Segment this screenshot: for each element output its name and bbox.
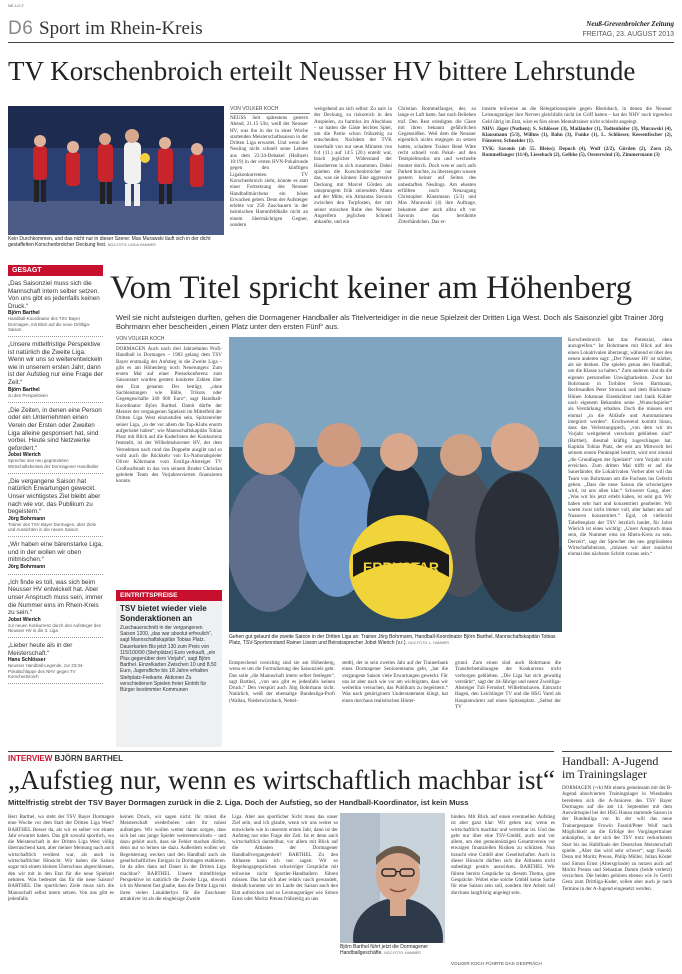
section-code: D6 — [8, 18, 34, 39]
kicker-label: INTERVIEW — [8, 754, 53, 763]
article-2-below-col-2: stedt), der in sein zweites Jahr auf der Trainerbank eines Dormagener Seniorenteams geht, „hat die vergangene Saison viele Erwartungen geweckt. Für uns ist aber nach wie vor am wichtigsten, dass wir weiterhin versuchen, das Publikum zu begeistern.“ Was nach geköriginem Understatement klingt, hat einen durchaus realistischen Hinter- — [342, 660, 448, 704]
header-date: FREITAG, 23. AUGUST 2013 — [582, 31, 674, 38]
article-4-text: DORMAGEN (-vk) Mit einem gemeinsam mit der B-Jugend absolvierten Trainingslager in Wiesbaden bereiteten sich die A-Junioren des TSV Bayer Dormagen auf die am 14. September mit dem Auswärtsspiel bei der HSG Hanau startende Saison in der Bundesliga vor. In der will das neue Trainergespann Frowin Fasold/Peter Wolf nach Möglichkeit an die Erfolge der Vorgängertrainer anknüpfen, in der sich der TSV trotz verkorkstem Start bis ins Halbfinale der Deutschen Meisterschaft spielte. „Aber das wird sehr schwer“, sagt Fasold. Denn mit Moritz Preuss, Philip Müller, Julian Köster und Simon Ernst (Altersgründe) zu nutzen auch auf Moritz Preuss und Sebastian Damm (beide verletzt) verzichten. Die beiden gehören ebenso wie Jo Gerrit Genz zum Drittliga-Kader, sollen aber auch je nach Termine in der A-Jugend eingesetzt werden. — [562, 785, 672, 892]
info-box-eintrittspreise — [116, 590, 222, 747]
quote-context: Handball-Koordinator des TSV Bayer Dormagen, mit Blick auf die neue Drittliga-Saison — [8, 316, 91, 332]
article-3-col-3: Liga. Aber aus sportlicher Sicht muss das unser Ziel sein, und ich glaube, wenn wir uns weiter so entwickeln wie in unserem ersten Jahr, dann ist der Aufstieg nur eine Frage der Zeit. Ist er denn auch wirtschaftlich darstellbar, vor allem mit Blick auf die Altlasten der Dormagener Handballvergangenheit? BARTHEL Zu den Altlasten kann ich nur sagen: Wir so Regelungsgesprächen schwieriger Gespräche mit teilweise nicht Sportler-Handballern führen müssen. Das hat sich aber relativ rasch gewandelt, deshalb konnten wir im Laufe der Saison auch den Etat aufstocken und so Leistungsträger wie Simon Ernst oder Moritz Preuss frühzeitig an uns — [232, 814, 338, 902]
page-header — [8, 16, 674, 43]
photo-caption-3 — [340, 944, 445, 956]
article-1-col-1: NEUSS Seit spätestens gestern Abend, 21.15 Uhr, weiß der Neusser HV, was ihn in der in einer Woche startenden Meisterschaftssaison in der Dritten Liga erwartet. Und wenn der Neuling nicht schnell seine Lehren aus dem 23:34-Debakel (Halbzeit 10:19) in der ersten HVN-Pokalrunde gegen den künftigen Ligakonkurrenten TV Korschenbroich zieht, könnte es statt einer Fortsetzung des Neusser Handballmärchens ein böses Erwachen geben. Denn der Aufsteiger erlebte vor 250 Zuschauern in der heimischen Hammfeldhalle nicht an einem übermächtigen Gegner, sondern — [230, 115, 308, 229]
interview-credit: VOLKER KOCH FÜHRTE DAS GESPRÄCH — [451, 961, 542, 966]
photo-team — [229, 337, 562, 632]
quote-author: Jobst Wierich — [8, 616, 41, 623]
info-box-subtitle: TSV bietet wieder viele Sonderaktionen an — [120, 604, 207, 623]
quote-context: Sprecher des neu gegründeten Wirtschaftsbeirats der Dormagener Handballer — [8, 458, 99, 469]
headline-article-1: TV Korschenbroich erteilt Neusser HV bittere Lehrstunde — [8, 56, 636, 86]
divider-article-3 — [8, 751, 554, 752]
gesagt-quote-item — [8, 280, 103, 337]
gesagt-quote-item — [8, 541, 103, 575]
info-box-title: EINTRITTSPREISE — [116, 590, 222, 601]
article-3-col-2: keinen Druck, wir sagen nicht: Ihr müsst die Meisterschaft wiederholen oder ihr müsst aufsteigen. Wir wollen weiter daran sorgen, dass sich bei uns junge Spieler weiterentwickeln – und dazu gehört auch, dass sie Fehler machen dürfen, denn nur so lernen sie dazu. Außerdem wollen wir Begeisterung wecken und den Handball auch als gesellschaftliches Ereignis in Dormagen etablieren. Ist da alles dann auf Dauer in der Dritten Liga machbar? BARTHEL Unsere mittelfristige Perspektive ist natürlich die Zweite Liga, obwohl ich im Moment fast glaube, dass die Dritte Liga mit ihren vielen Lokalderbys für die Zuschauer attraktiver ist als die eingleisige Zweite — [120, 814, 226, 902]
gesagt-title: GESAGT — [8, 265, 103, 276]
results-nhv: NHV: Jäger (Nothen); S. Schlösser (3), Mailänder (1), Todtenhöfer (3), Murawski (4), Klausmann (5/3), Willms (1), Bahn (3), Funke (1), L. Schlösser, Keesenfischer (2), Fünserer, Schneider (1). — [482, 125, 672, 145]
gesagt-quote-item — [8, 407, 103, 474]
gesagt-quote-item — [8, 478, 103, 537]
article-3-col-4: binden. Mit Blick auf einen eventuellen Aufstieg ist aber ganz klar: Wir gehen nur, wenn es wirtschaftlich machbar und vertretbar ist. Und das geht nur über eine TSV-GmbH, auch und vor allem, um den gemeinnützigen Gesamtverein vor etwaigen finanziellen Risiken zu schützen. Nun braucht eine GmbH aber Gesellschafter. Auch in dieser Hinsicht dürften sich die Altlasten nicht unbedingt positiv auswirken. BARTHEL Wir führen bereits Gespräche zu diesem Thema, gute Gespräche. Wobei eine solche GmbH keine Sache für eine Saison sein soll, sondern ihre Arbeit soll durchaus langfristig angelegt sein. — [451, 814, 555, 896]
quote-author: Jörg Bohrmann — [8, 563, 46, 570]
byline-article-2: VON VOLKER KOCH — [116, 336, 220, 344]
section-title: Sport im Rhein-Kreis — [39, 18, 203, 39]
gesagt-quote-item — [8, 579, 103, 638]
article-1-col-4-text: innerte teilweise an die Relegationsspiele gegen Rheinbach, in denen die Neusser Leistungsträger ihre Nerven gleichfalls nicht im Griff hatten – hat der NHV noch irgendwo Geld übrig im Etat, wäre es fürs einen Mentaltrainer nicht schlecht angelegt. — [482, 106, 672, 125]
kicker-name: BJÖRN BARTHEL — [54, 754, 123, 763]
subhead-article-3: Mittelfristig strebt der TSV Bayer Dormagen zurück in die 2. Liga. Doch der Aufstieg, so der Handball-Koordinator, ist kein Muss — [8, 798, 469, 807]
article-1-col-2: weitgehend an sich selbst: Zu naiv in der Deckung, zu riskoreich in den Anspielen, zu harmlos im Abschluss – so hatten die Gäste leichtes Spiel, um die Partie schon frühzeitig zu entscheiden. Nachdem der TVK innerhalb von nur neun Minuten von 6:4 (11.) auf 14:5 (20.) enteilt war, brach jeglicher Widerstand der Hausherren in sich zusammen. Dabei spielten die Korschenbroicher nur das, was sie können: Eine aggressive Deckung mit Marcel Görden als umsprungem früh störendem Mann auf der Mitte, ein Almantas Savonis zwischen den Torpfosten, der mit seiner stoischen Ruhe den Neusser Angreifern jeglichen Schneid abkaufte, und ein — [314, 106, 392, 226]
subhead-article-2: Weil sie nicht aufsteigen durften, gehen die Dormagener Handballer als Titelverteidiger in die neue Spielzeit der Dritten Liga West. Doch als Saisonziel gibt Trainer Jörg Bohrmann eher bescheiden „einen Platz unter den ersten Fünf“ aus. — [116, 313, 664, 332]
quote-text: „Das Saisonziel muss sich die Mannschaft intern selber setzen. Von uns gibt es jedenfalls keinen Druck.“ — [8, 280, 100, 310]
page-id: NE-LO-F — [8, 3, 24, 8]
quote-text: „Lieber heute als in der Meisterschaft.“ — [8, 642, 73, 657]
caption-text: Kein Durchkommen, und das nicht nur in dieser Szene: Max Murawski läuft sich in der dicht gestaffelten Korschenbroicher Deckung fest. — [8, 236, 211, 248]
article-3-col-1: Herr Barthel, wo steht der TSV Bayer Dormagen eine Woche vor dem Start der Dritten Liga West? BARTHEL Besser da, als wir es selber vor einem Jahr erwartet haben. Das gilt sowohl sportlich, wo die Meisterschaft in der Dritten Liga West völlig überraschend kam, aber meiner Meinung nach auch wirtschaftlich verdient war, als auch in wirtschaftlicher Hinsicht. Wir haben die Saison sogar mit einem kleinen Überschuss abgeschlossen, den wir mit in den Etat für die neue Spielzeit nehmen. Was bedeutet das für die neue Saison? BARTHEL Die sportlichen Ziele muss sich die Mannschaft selbst intern setzen. Von uns gibt es jedenfalls — [8, 814, 114, 902]
gesagt-quote-item — [8, 642, 103, 684]
headline-article-2: Vom Titel spricht keiner am Höhenberg — [110, 270, 633, 306]
info-box-text: Zuschauerschnitt in der vergangenen Saison 1200, „das war absolut erfreulich“, sagt Mannschaftskapitän Tobias Platz. Dauerkarten Bis jetzt 130 zum Preis von 115/100/90 (Stehplätze) Euro verkauft, „ein Plus gegenüber dem Vorjahr“, sagt Björn Barthel. Einzelkarten Zwischen 10 und 8,50 Euro, Jugendliche bis 18 Jahre erhalten Stehplatz-Freikarte. Aktionen Zu verschiedenen Spielen freier Eintritt für Bürger bestimmter Kommunen — [120, 625, 217, 694]
quote-text: „Die vergangene Saison hat natürlich Erwartungen geweckt. Unser wichtigstes Ziel bleibt aber nach wie vor, das Publikum zu begeistern.“ — [8, 477, 101, 516]
article-2-below-col-3: grund. Zum einen sind auch Bohrmann die Transferbemühungen der Konkurrenz nicht verborgen geblieben. „Die Liga hat sich gewaltig verstärkt“, sagt der 44-Jährige und nennt Zweitliga-Absteiger TuS Ferndorf, Wilhelmshaven, Eintracht Hagen, den Leichlinger TV und die HSG Varel als Hauptanwärter auf einen Spitzenplatz. „Selbst der TV — [455, 660, 561, 711]
gesagt-quote-item — [8, 341, 103, 403]
caption-text: Björn Barthel führt jetzt die Dormagener Handballgeschäfte. — [340, 944, 429, 956]
photo-caption-2 — [229, 634, 562, 646]
photo-credit: NGZ-FOTO: LINDA HAMMER — [107, 243, 156, 247]
article-2-col-1: DORMAGEN Auch nach drei Jahrzehnten Profi-Handball in Dormagen – 1983 gelang dem TSV Bayer erstmalig der Aufstieg in die Zweite Liga – gibt es am Höhenberg noch Neuerungen: Zum ersten Mal auf einer Pressekonferenz zum Saisonstart wurden gestern konkrete Zahlen über den Etat genannt. Der beträgt, „ohne Sachleistungen wie Bälle, Trikots oder Gegengeschäfte 340 000 Euro“, sagt Handball-Koordinator Björn Barthel. Damit dürfte der Meister der vergangenen Spielzeit im Mittelfeld der Dritten Liga West einzustufen sein. Spitzenreiter seiner Liga, „in der vor allem die Top-Klubs enorm aufgerüstet haben“, wie Mannschaftskapitän Tobias Platz mit Blick auf die Kaderlisten der Konkurrenz feststellt, ist der Wilhelmshavener HV, der dem Vernehmen nach rund das Doppelte ausgibt und so wohl auch die Rückkehr von Ex-Nationalspieler Oliver Köhrmann vom Erstliga-Absteiger TV Großwallstadt in das von seinem Bruder Christian geleitete Team des Vorjahresvierten finanzieren konnte. — [116, 346, 222, 485]
quote-context: zur neuen Konkurrenz durch den Aufsteiger des Neusser HV in die 3. Liga — [8, 622, 101, 634]
headline-article-3: „Aufstieg nur, wenn es wirtschaftlich machbar ist“ — [8, 765, 555, 795]
quote-context: zu den Perspektiven — [8, 392, 48, 398]
article-1-col-4 — [482, 106, 672, 265]
quote-author: Jörg Bohrmann — [8, 515, 46, 522]
kicker-article-3 — [8, 754, 123, 763]
quote-context: Trainer des TSV Bayer Dormagen, über Ziele und Aussichten in der neuen Saison — [8, 521, 97, 532]
photo-handball-scene — [8, 106, 224, 235]
quote-text: „Wir haben eine bärenstarke Liga, und in der wollen wir oben mitmischen.“ — [8, 541, 103, 564]
byline-article-1: VON VOLKER KOCH — [230, 106, 310, 114]
headline-article-4: Handball: A-Jugend im Trainingslager — [562, 754, 659, 781]
quote-context: Neusser Handball-Legende, zur 23:34-Pokalschlappe des NHV gegen TV Korschenbroich — [8, 663, 84, 679]
article-2-right-col: Korschenbroich hat das Potenzial, oben anzugreifen.“ Ist Bohrmann mit Blick auf den einen Lokalrivalen überzeugt, während er über den neuen anderen sagt: „Der Neusser HV ist stärker, als sie denken. Die spielen genau den Handball, um die Klasse zu halten.“ Zum anderen sind da die eigenen personellen Unwägbarkeiten. Zwar hat Bohrmann in Torhüter Sven Bartmann, Rechtsaußen Peter Strosack und dem Rückraum-Hünen Johannan Eisenkrätzer und Janik Köhler nach eigenem Bekunden seine „Wunschspieler“ als Verstärkung erhalten. Doch die müssen erst einmal „in die Abläufe und Automatismen integriert werden“. Erschwerend kommt hinzu, dass das Verletzungspech, „von dem wir im Vorjahr weitgehend verschont geblieben sind“ (Barthel), diesmal kräftig zugeschlagen hat. Kapitän Tobias Platz, der erst am Mittwoch bei seinem ersten Punktspiel bestritt, wird erst einmal „die Grundlagen der Spielzeit“ vom Vorjahr nicht erreichen. Zum dritten Mal trifft er auf die Sauerländer, die Lokalrivalen. Vorher aber will das Team von Bohrmann um die Fuchsen ins Gefecht gehen. „Dass die neue Saison die schwierigere wird, ist uns allen klar.“ Schwerer Gang, aber: „Was wir bis jetzt erlebt haben, ist sehr gut. Wir haben sehr hart und konzentriert gearbeitet. Wir waren zwar nicht immer voll, aber haben uns auf Nuancen konzentriert.“ Egal, ob vielleicht Tabellenplatz der TSV letztlich landet, für Jobst Wierich ist eines wichtig: „Unser Anspruch muss sein, die Nummer eins im Rhein-Kreis zu sein. Derzeit“, sagt der Sprecher des neu gegründeten Wirtschaftsbeirats, „müssen wir aber zunächst einmal den nächsten Schritt voraus sein.“ — [568, 337, 672, 558]
photo-caption-1 — [8, 236, 224, 248]
caption-text: Gehen gut gelaunt die zweite Saison in der Dritten Liga an: Trainer Jörg Bohrmann, Handball-Koordinator Björn Barthel, Mannschaftskapitän Tobias Platz, TSV-Sportvorstand Rainer Lisson und Beiratssprecher Jobst Wierich (v.r.). — [229, 634, 556, 646]
quote-author: Jobst Wierich — [8, 452, 41, 459]
quote-author: Hans Schlösser — [8, 657, 46, 664]
quote-text: „Ich finde es toll, was sich beim Neusser HV entwickelt hat. Aber unser Anspruch muss sein, immer die Nummer eins im Rhein-Kreis zu sein.“ — [8, 578, 103, 617]
paper-name: Neuß-Grevenbroicher Zeitung — [586, 20, 674, 28]
results-tvk: TVK: Savonis (ab 55. Bleiss); Depoch (4), Wolf (2/2), Görden (2), Zorn (2), Rommelfanger (11/4), Liesebach (2), Gelbke (5), Oesterwind (3), Zimmermann (3) — [482, 145, 672, 159]
gesagt-quotes — [8, 280, 103, 684]
quote-text: „Unsere mittelfristige Perspektive ist natürlich die Zweite Liga. Wenn wir uns so weiterentwickeln wie in unserem ersten Jahr, dann ist der Aufstieg nur eine Frage der Zeit.“ — [8, 340, 103, 386]
photo-credit: NGZ-FOTO: L. HAMMER — [408, 641, 450, 645]
quote-text: „Die Zeiten, in denen eine Person oder ein Unternehmen einen Verein der Ersten oder Zweiten Liga alleine gesponsert hat, sind vorbei. Heute sind Netzwerke gefordert.“ — [8, 406, 102, 452]
photo-barthel — [340, 813, 445, 943]
divider-article-4 — [562, 751, 672, 752]
quote-author: Björn Barthel — [8, 310, 40, 317]
photo-credit: NGZ-FOTO: HAMMER — [384, 951, 421, 955]
quote-author: Björn Barthel — [8, 386, 40, 393]
article-2-below-col-1: Entsprechend vorsichtig sind sie am Höhenberg, wenn es um die Formulierung des Saisonziels geht. Das solle „die Mannschaft intern selber festlegen“, sagt Barthel, „von uns gibt es jedenfalls keinen Druck.“ Den verspürt auch Jörg Bohrmann nicht. Natürlich, weiß der ehemalige Bundesliga-Profi (Wallau, Niederwürzbach, Nettel- — [229, 660, 335, 704]
ball-label: ERBYSTAR — [363, 559, 439, 575]
article-1-col-3: Christian Rommelfanger, der, so lange er Luft hatte, fast nach Belieben traf. Den Rest erledigten die Gäste mit ihren bekannt gefährlichen Gegenstößen. Weil dem die Neusser eigentlich nichts entgegen zu setzen hatten, schaltete Trainer René Witte recht schnell vom Pokal- auf den Testspielmodus um und wechselte munter durch. Doch wen er auch aufs Parkett brachte, zu überzeugen wusste gestern keiner auf Seiten des unbedarften Neulings. Am ehesten erfüllten noch Neuzugang Christopher Klausmann (5/3) und Max Murawski (4) ihre Auftrage, bekamen aber auch allzu oft vor Savonis das berühmte Zitterhändchen. Das er- — [398, 106, 476, 226]
